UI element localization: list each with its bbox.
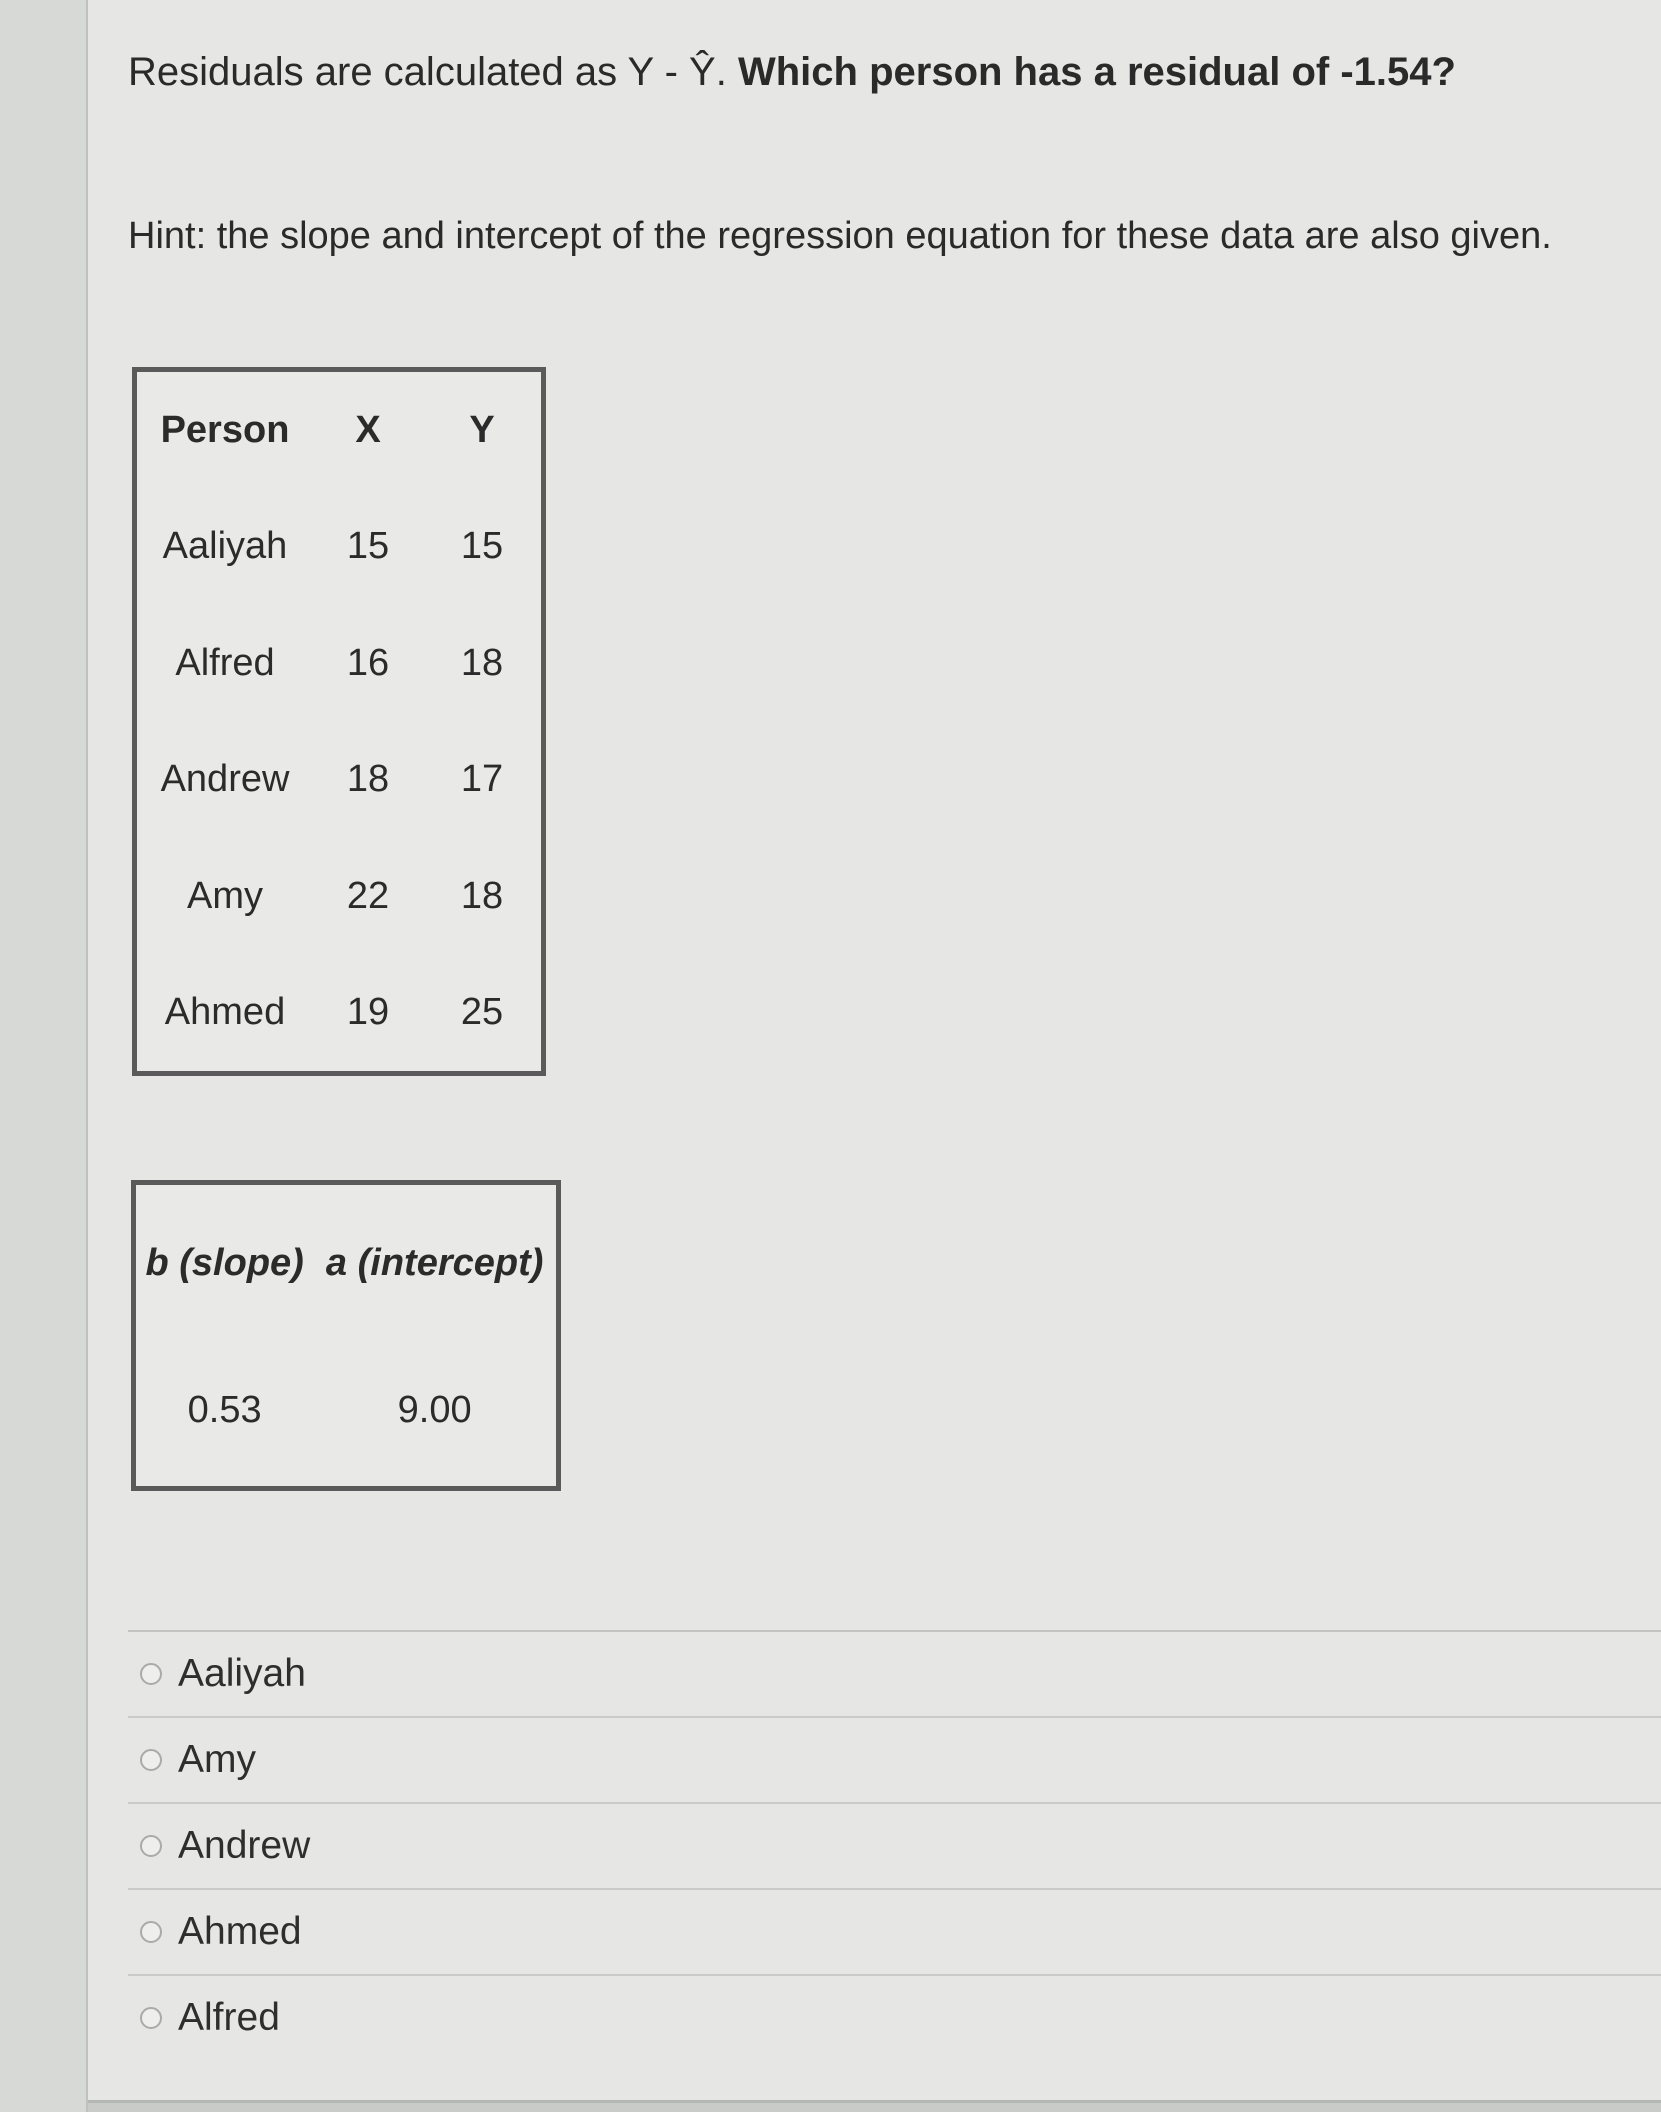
cell-y: 18 [460, 874, 504, 917]
cell-x: 22 [346, 874, 390, 917]
coefficient-value-row [134, 1334, 559, 1489]
radio-button[interactable] [140, 1835, 162, 1857]
answer-option-aaliyah[interactable] [128, 1632, 1661, 1718]
header-person: Person [160, 408, 290, 451]
cell-person: Amy [187, 874, 263, 917]
cell-x: 19 [346, 991, 390, 1034]
answer-options [128, 1630, 1661, 2060]
radio-button[interactable] [140, 1749, 162, 1771]
cell-person: Alfred [175, 641, 275, 684]
option-label[interactable]: Andrew [178, 1824, 311, 1867]
header-y: Y [469, 408, 495, 451]
coefficient-header-row [134, 1183, 559, 1335]
slope-value: 0.53 [187, 1388, 262, 1431]
cell-x: 18 [346, 758, 390, 801]
cell-y: 25 [460, 991, 504, 1034]
table-row [135, 838, 544, 954]
cell-person: Andrew [160, 758, 290, 801]
intercept-value: 9.00 [397, 1388, 472, 1431]
table-row [135, 721, 544, 837]
radio-button[interactable] [140, 1663, 162, 1685]
cell-person: Aaliyah [162, 525, 288, 568]
data-table [132, 367, 546, 1076]
table-row [135, 605, 544, 721]
cell-person: Ahmed [164, 991, 286, 1034]
table-row [135, 489, 544, 605]
header-x: X [355, 408, 381, 451]
cell-y: 17 [460, 758, 504, 801]
answer-option-ahmed[interactable] [128, 1890, 1661, 1976]
hint-text: Hint: the slope and intercept of the regression equation for these data are also given. [128, 215, 1552, 257]
table-row [135, 954, 544, 1073]
cell-x: 16 [346, 641, 390, 684]
option-label[interactable]: Aaliyah [178, 1652, 306, 1695]
question-bold: Which person has a residual of -1.54? [737, 50, 1456, 94]
answer-option-alfred[interactable] [128, 1976, 1661, 2060]
option-label[interactable]: Amy [178, 1738, 256, 1781]
question-prefix: Residuals are calculated as Y - Ŷ. [128, 50, 727, 94]
header-intercept: a (intercept) [325, 1241, 544, 1284]
option-label[interactable]: Ahmed [178, 1910, 302, 1953]
cell-y: 15 [460, 525, 504, 568]
option-label[interactable]: Alfred [178, 1996, 280, 2039]
cell-x: 15 [346, 525, 390, 568]
left-margin [0, 0, 88, 2112]
answer-option-andrew[interactable] [128, 1804, 1661, 1890]
question-text [128, 50, 1456, 95]
radio-button[interactable] [140, 2007, 162, 2029]
radio-button[interactable] [140, 1921, 162, 1943]
answer-option-amy[interactable] [128, 1718, 1661, 1804]
data-table-header-row [135, 370, 544, 489]
header-slope: b (slope) [145, 1241, 304, 1284]
cell-y: 18 [460, 641, 504, 684]
coefficient-table [131, 1180, 561, 1491]
